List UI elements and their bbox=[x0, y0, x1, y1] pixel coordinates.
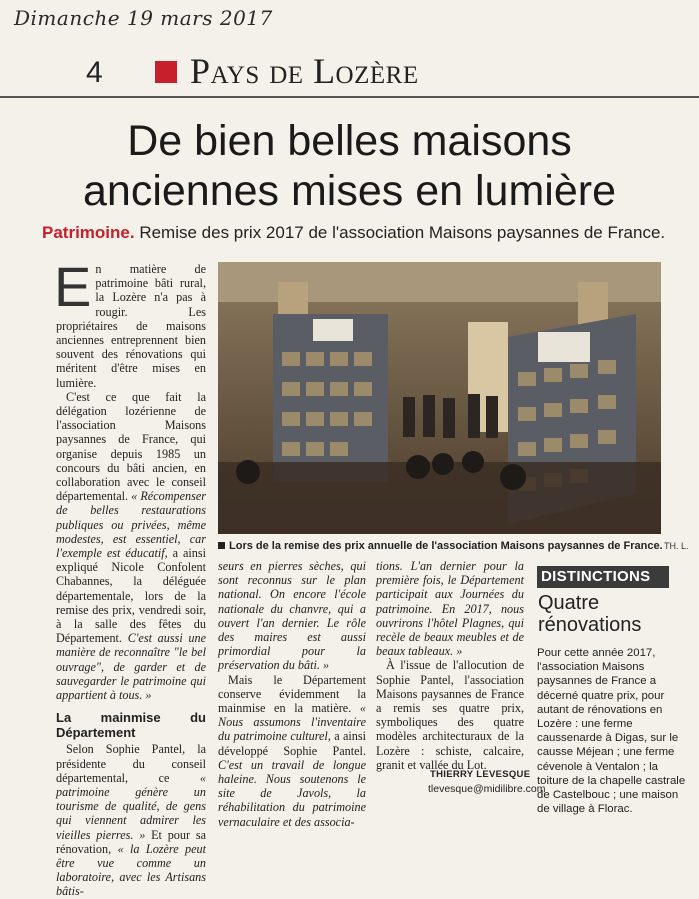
col1-paragraph-1: n matière de patrimoine bâti rural, la Lozère n'a pas à rougir. Les propriétaires de maisons anciennes entreprennent bien souvent des rénovations qui méritent d'être mises en lumière. bbox=[56, 262, 206, 390]
kicker-label: Patrimoine. bbox=[42, 223, 135, 242]
col2-text: Mais le Département conserve évidemment la mainmise en la matière. bbox=[218, 672, 366, 716]
article-column-1 bbox=[54, 255, 207, 899]
sidebar-body: Pour cette année 2017, l'association Maisons paysannes de France a décerné quatre prix, pour autant de rénovations en Lozère : une ferme caussenarde à Digas, sur le causse Méjean ; une ferme cévenole à Ventalon ; la toiture de la chapelle castrale de Castelbouc ; une maison de village à Florac. bbox=[537, 647, 686, 816]
col1-quote: « patrimoine génère un tourisme de qualité, de gens qui viennent admirer les vieilles pierres. » bbox=[56, 770, 206, 842]
kicker-text: Remise des prix 2017 de l'association Maisons paysannes de France. bbox=[134, 223, 666, 242]
col1-text: C'est ce que fait la délégation lozérienne de l'association Maisons paysannes de France, qui organise depuis 1985 un concours du bâti ancien, en collaboration avec le conseil départemental. bbox=[56, 389, 206, 504]
author-signature: THIERRY LEVESQUE bbox=[430, 769, 531, 780]
photo-caption bbox=[218, 540, 663, 552]
sidebar-title-line-1: Quatre bbox=[538, 592, 600, 614]
caption-bullet bbox=[218, 542, 225, 549]
author-email: tlevesque@midilibre.com bbox=[428, 783, 546, 795]
drop-cap: E bbox=[54, 255, 92, 318]
event-photo bbox=[218, 262, 661, 534]
col1-quote: « la Lozère peut être vue comme un laboratoire, avec les Artisans bâtis- bbox=[56, 841, 207, 899]
col1-quote: C'est aussi une manière de reconnaître "le bel ouvrage", de garder et de sauvegarder le patrimoine qui appartient à tous. » bbox=[56, 631, 207, 703]
col2-quote: seurs en pierres sèches, qui sont reconnus sur le plan national. On encore l'école nationale du chanvre, qui a ouvert l'an dernier. Le rôle des maires est aussi primordial pour la préservation du bâti. » bbox=[218, 559, 366, 673]
sidebar-header: DISTINCTIONS bbox=[541, 568, 651, 585]
article-column-2 bbox=[218, 559, 366, 829]
headline-line-1: De bien belles maisons bbox=[127, 117, 572, 165]
section-title: Pays de Lozère bbox=[190, 51, 419, 91]
subhead: La mainmise du Département bbox=[56, 710, 206, 741]
header-rule bbox=[0, 96, 699, 98]
col1-text: Et pour sa rénovation, bbox=[56, 827, 206, 856]
col3-quote: tions. L'an dernier pour la première fois, le Département participait aux Journées du patrimoine. En 2017, nous ouvrirons l'hôtel Plagnes, qui recèle de beaux meubles et de beaux tableaux. » bbox=[376, 559, 524, 659]
col2-quote: C'est un travail de longue haleine. Nous soutenons le site de Javols, la réhabilitation du patrimoine vernaculaire et des associa- bbox=[218, 757, 366, 829]
kicker bbox=[42, 223, 665, 243]
col1-text: Selon Sophie Pantel, la présidente du conseil départemental, ce bbox=[56, 742, 206, 785]
caption-text: Lors de la remise des prix annuelle de l'association Maisons paysannes de France. bbox=[229, 540, 663, 552]
photo-credit: TH. L. bbox=[664, 541, 689, 551]
sidebar-title bbox=[538, 592, 641, 636]
photo-illustration bbox=[218, 262, 661, 534]
col1-quote: « Récompenser de belles restaurations publiques ou privées, même modestes, est essentiel, car l'exemple est éducatif, bbox=[56, 489, 207, 561]
handwritten-date: Dimanche 19 mars 2017 bbox=[14, 6, 273, 30]
col2-text: a ainsi développé Sophie Pantel. bbox=[218, 729, 366, 758]
page-number: 4 bbox=[86, 56, 103, 89]
sidebar-title-line-2: rénovations bbox=[538, 614, 642, 636]
col3-text: À l'issue de l'allocution de Sophie Pantel, l'association Maisons paysannes de France a remis ses quatre prix, symboliques des quatre modèles architecturaux de la Lozère : schiste, calcaire, granit et vallée du Lot. bbox=[376, 658, 524, 772]
section-marker-square bbox=[155, 61, 177, 83]
headline-line-2: anciennes mises en lumière bbox=[83, 167, 616, 215]
article-column-3 bbox=[376, 559, 524, 772]
col2-quote: « Nous assumons l'inventaire du patrimoine culturel, bbox=[218, 701, 366, 744]
col1-text: a ainsi expliqué Nicole Confolent Chabannes, la déléguée départementale, lors de la remise des prix, vendredi soir, à la salle des fêtes du Département. bbox=[56, 546, 206, 646]
